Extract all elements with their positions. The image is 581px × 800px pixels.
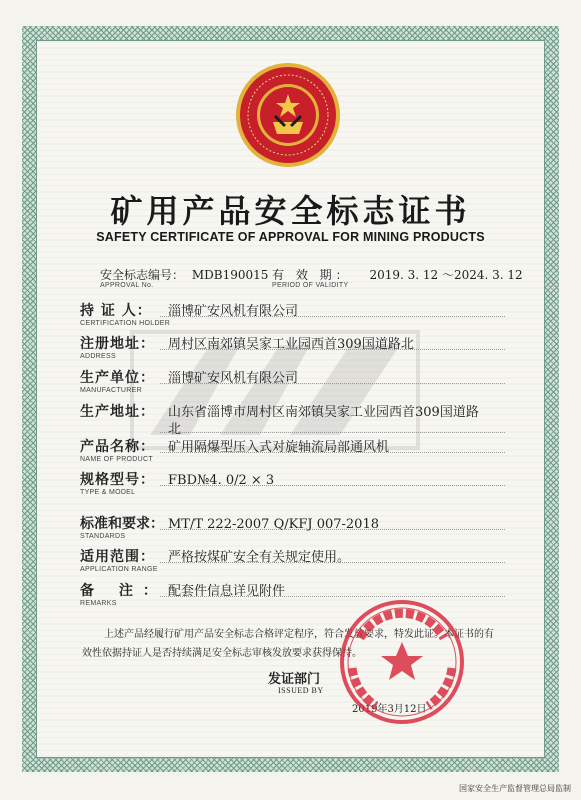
- model-label-en: TYPE & MODEL: [80, 489, 136, 496]
- certificate-statement: 上述产品经履行矿用产品安全标志合格评定程序，符合发放要求，特发此证。本证书的有效性依据持证人是否持续满足安全标志审核发放要求获得保持。: [82, 629, 494, 659]
- remarks-value: 配套件信息详见附件: [168, 584, 286, 599]
- divider: [160, 485, 505, 486]
- product-name-label: 产品名称：: [80, 439, 155, 455]
- divider: [160, 452, 505, 453]
- production-address-value-2: 北: [168, 422, 182, 437]
- approval-no-label-en: APPROVAL No.: [100, 282, 154, 289]
- issuer-label-en: ISSUED BY: [278, 686, 324, 695]
- holder-value: 淄博矿安风机有限公司: [168, 304, 299, 319]
- validity-value: 2019. 3. 12 ～2024. 3. 12: [369, 268, 523, 282]
- remarks-row: [80, 580, 285, 600]
- divider: [160, 383, 505, 384]
- manufacturer-label: 生产单位：: [80, 370, 155, 386]
- state-emblem-logo: [233, 60, 343, 170]
- certificate-title-en: SAFETY CERTIFICATE OF APPROVAL FOR MINING PRODUCTS: [96, 230, 485, 244]
- issuer-label: 发证部门: [268, 672, 321, 687]
- approval-no-row: [100, 266, 268, 283]
- standards-row: [80, 513, 379, 533]
- remarks-label: 备 注：: [80, 583, 167, 599]
- production-address-line2: [168, 418, 181, 437]
- issue-date: 2019年3月12日: [352, 704, 427, 715]
- model-row: [80, 469, 274, 489]
- validity-label-en: PERIOD OF VALIDITY: [272, 282, 349, 289]
- standards-value: MT/T 222-2007 Q/KFJ 007-2018: [168, 517, 379, 532]
- validity-row: [272, 266, 523, 283]
- reg-address-row: [80, 333, 414, 353]
- approval-no-label: 安全标志编号：: [100, 268, 185, 282]
- model-label: 规格型号：: [80, 472, 155, 488]
- application-label: 适用范围：: [80, 549, 155, 565]
- divider: [160, 316, 505, 317]
- approval-no-value: MDB190015: [191, 268, 269, 282]
- product-name-row: [80, 436, 389, 456]
- reg-address-label: 注册地址：: [80, 336, 155, 352]
- application-label-en: APPLICATION RANGE: [80, 566, 158, 573]
- production-address-value: 山东省淄博市周村区南郊镇吴家工业园西首309国道路: [168, 405, 479, 420]
- manufacturer-row: [80, 367, 298, 387]
- divider: [160, 596, 505, 597]
- reg-address-value: 周村区南郊镇吴家工业园西首309国道路北: [168, 337, 414, 352]
- divider: [160, 529, 505, 530]
- divider: [160, 349, 505, 350]
- application-value: 严格按煤矿安全有关规定使用。: [168, 550, 351, 565]
- model-value: FBD№4. 0/2 × 3: [168, 473, 275, 488]
- product-name-value: 矿用隔爆型压入式对旋轴流局部通风机: [168, 440, 390, 455]
- manufacturer-value: 淄博矿安风机有限公司: [168, 371, 299, 386]
- divider: [160, 562, 505, 563]
- production-address-row: [80, 401, 479, 421]
- application-row: [80, 546, 350, 566]
- holder-label-en: CERTIFICATION HOLDER: [80, 320, 171, 327]
- remarks-label-en: REMARKS: [80, 600, 117, 607]
- certificate-title: 矿用产品安全标志证书: [110, 192, 471, 230]
- product-name-label-en: NAME OF PRODUCT: [80, 456, 153, 463]
- manufacturer-label-en: MANUFACTURER: [80, 387, 142, 394]
- production-address-label: 生产地址：: [80, 404, 155, 420]
- footer-supervisor: 国家安全生产监督管理总局监制: [459, 784, 571, 793]
- reg-address-label-en: ADDRESS: [80, 353, 116, 360]
- standards-label: 标准和要求：: [80, 516, 164, 532]
- official-seal-stamp: [338, 598, 466, 726]
- validity-label: 有 效 期：: [272, 268, 352, 282]
- divider: [160, 432, 505, 433]
- standards-label-en: STANDARDS: [80, 533, 126, 540]
- holder-row: [80, 300, 298, 320]
- holder-label: 持 证 人：: [80, 303, 152, 319]
